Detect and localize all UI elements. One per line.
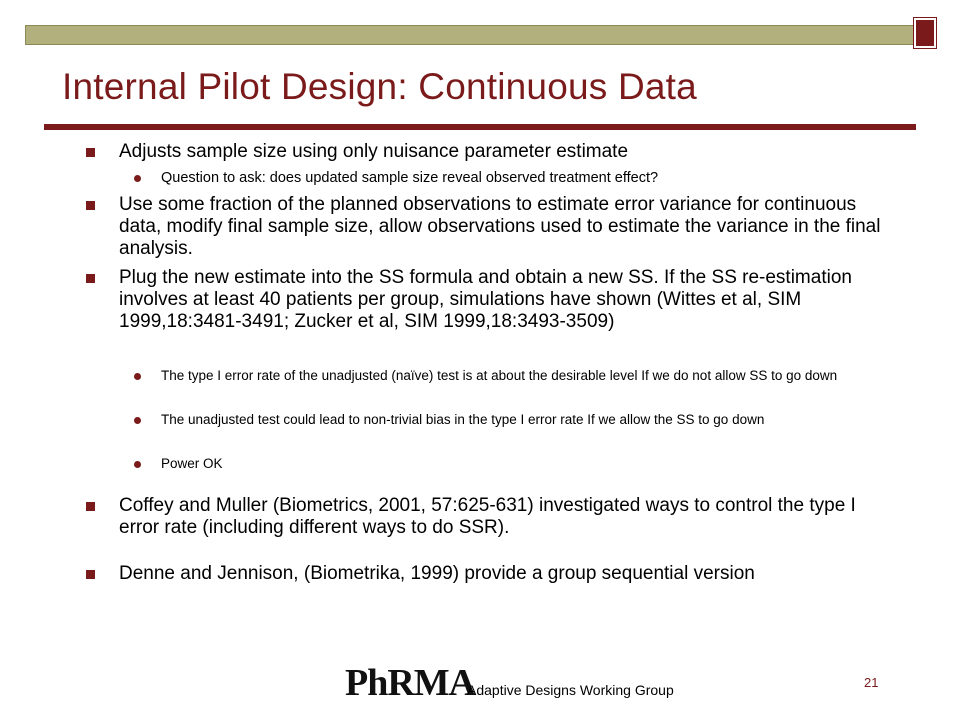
bullet-item — [86, 141, 896, 163]
bullet-text: Adjusts sample size using only nuisance parameter estimate — [119, 141, 629, 162]
title-divider — [44, 124, 916, 130]
bullet-text: Denne and Jennison, (Biometrika, 1999) provide a group sequential version — [119, 563, 755, 584]
sub-bullet-text: The unadjusted test could lead to non-trivial bias in the type I error rate If we allow the SS to go down — [161, 412, 765, 427]
sub-bullet-item — [134, 412, 896, 428]
square-bullet-icon — [86, 502, 95, 511]
sub-bullet-item — [134, 170, 896, 187]
bullet-item — [86, 563, 896, 585]
top-decorative-box — [914, 18, 936, 48]
sub-bullet-text: Question to ask: does updated sample size reveal observed treatment effect? — [161, 170, 659, 186]
bullet-item — [86, 495, 896, 539]
dot-bullet-icon — [134, 461, 141, 468]
phrma-logo: PhRMA — [345, 662, 476, 704]
bullet-text: Plug the new estimate into the SS formula and obtain a new SS. If the SS re-estimation involves at least 40 patients per group, simulations have shown (Wittes et al, SIM 1999,18:3481-3491; Zucker et al, SIM 1999,18:3493-3509) — [119, 267, 852, 332]
square-bullet-icon — [86, 148, 95, 157]
bullet-text: Use some fraction of the planned observations to estimate error variance for continuous data, modify final sample size, allow observations used to estimate the variance in the final analysis. — [119, 194, 881, 259]
top-decorative-bar — [25, 25, 914, 45]
page-number: 21 — [864, 675, 879, 690]
slide-title: Internal Pilot Design: Continuous Data — [62, 66, 697, 107]
sub-bullet-item — [134, 456, 896, 472]
sub-bullet-text: The type I error rate of the unadjusted (naïve) test is at about the desirable level If we do not allow SS to go down — [161, 368, 838, 383]
bullet-item — [86, 194, 896, 260]
dot-bullet-icon — [134, 417, 141, 424]
sub-bullet-text: Power OK — [161, 456, 223, 471]
square-bullet-icon — [86, 274, 95, 283]
square-bullet-icon — [86, 570, 95, 579]
footer-group-name: Adaptive Designs Working Group — [467, 682, 674, 698]
square-bullet-icon — [86, 201, 95, 210]
sub-bullet-item — [134, 368, 896, 384]
bullet-text: Coffey and Muller (Biometrics, 2001, 57:625-631) investigated ways to control the type I error rate (including different ways to do SSR). — [119, 495, 856, 538]
dot-bullet-icon — [134, 175, 141, 182]
dot-bullet-icon — [134, 373, 141, 380]
bullet-item — [86, 267, 896, 333]
